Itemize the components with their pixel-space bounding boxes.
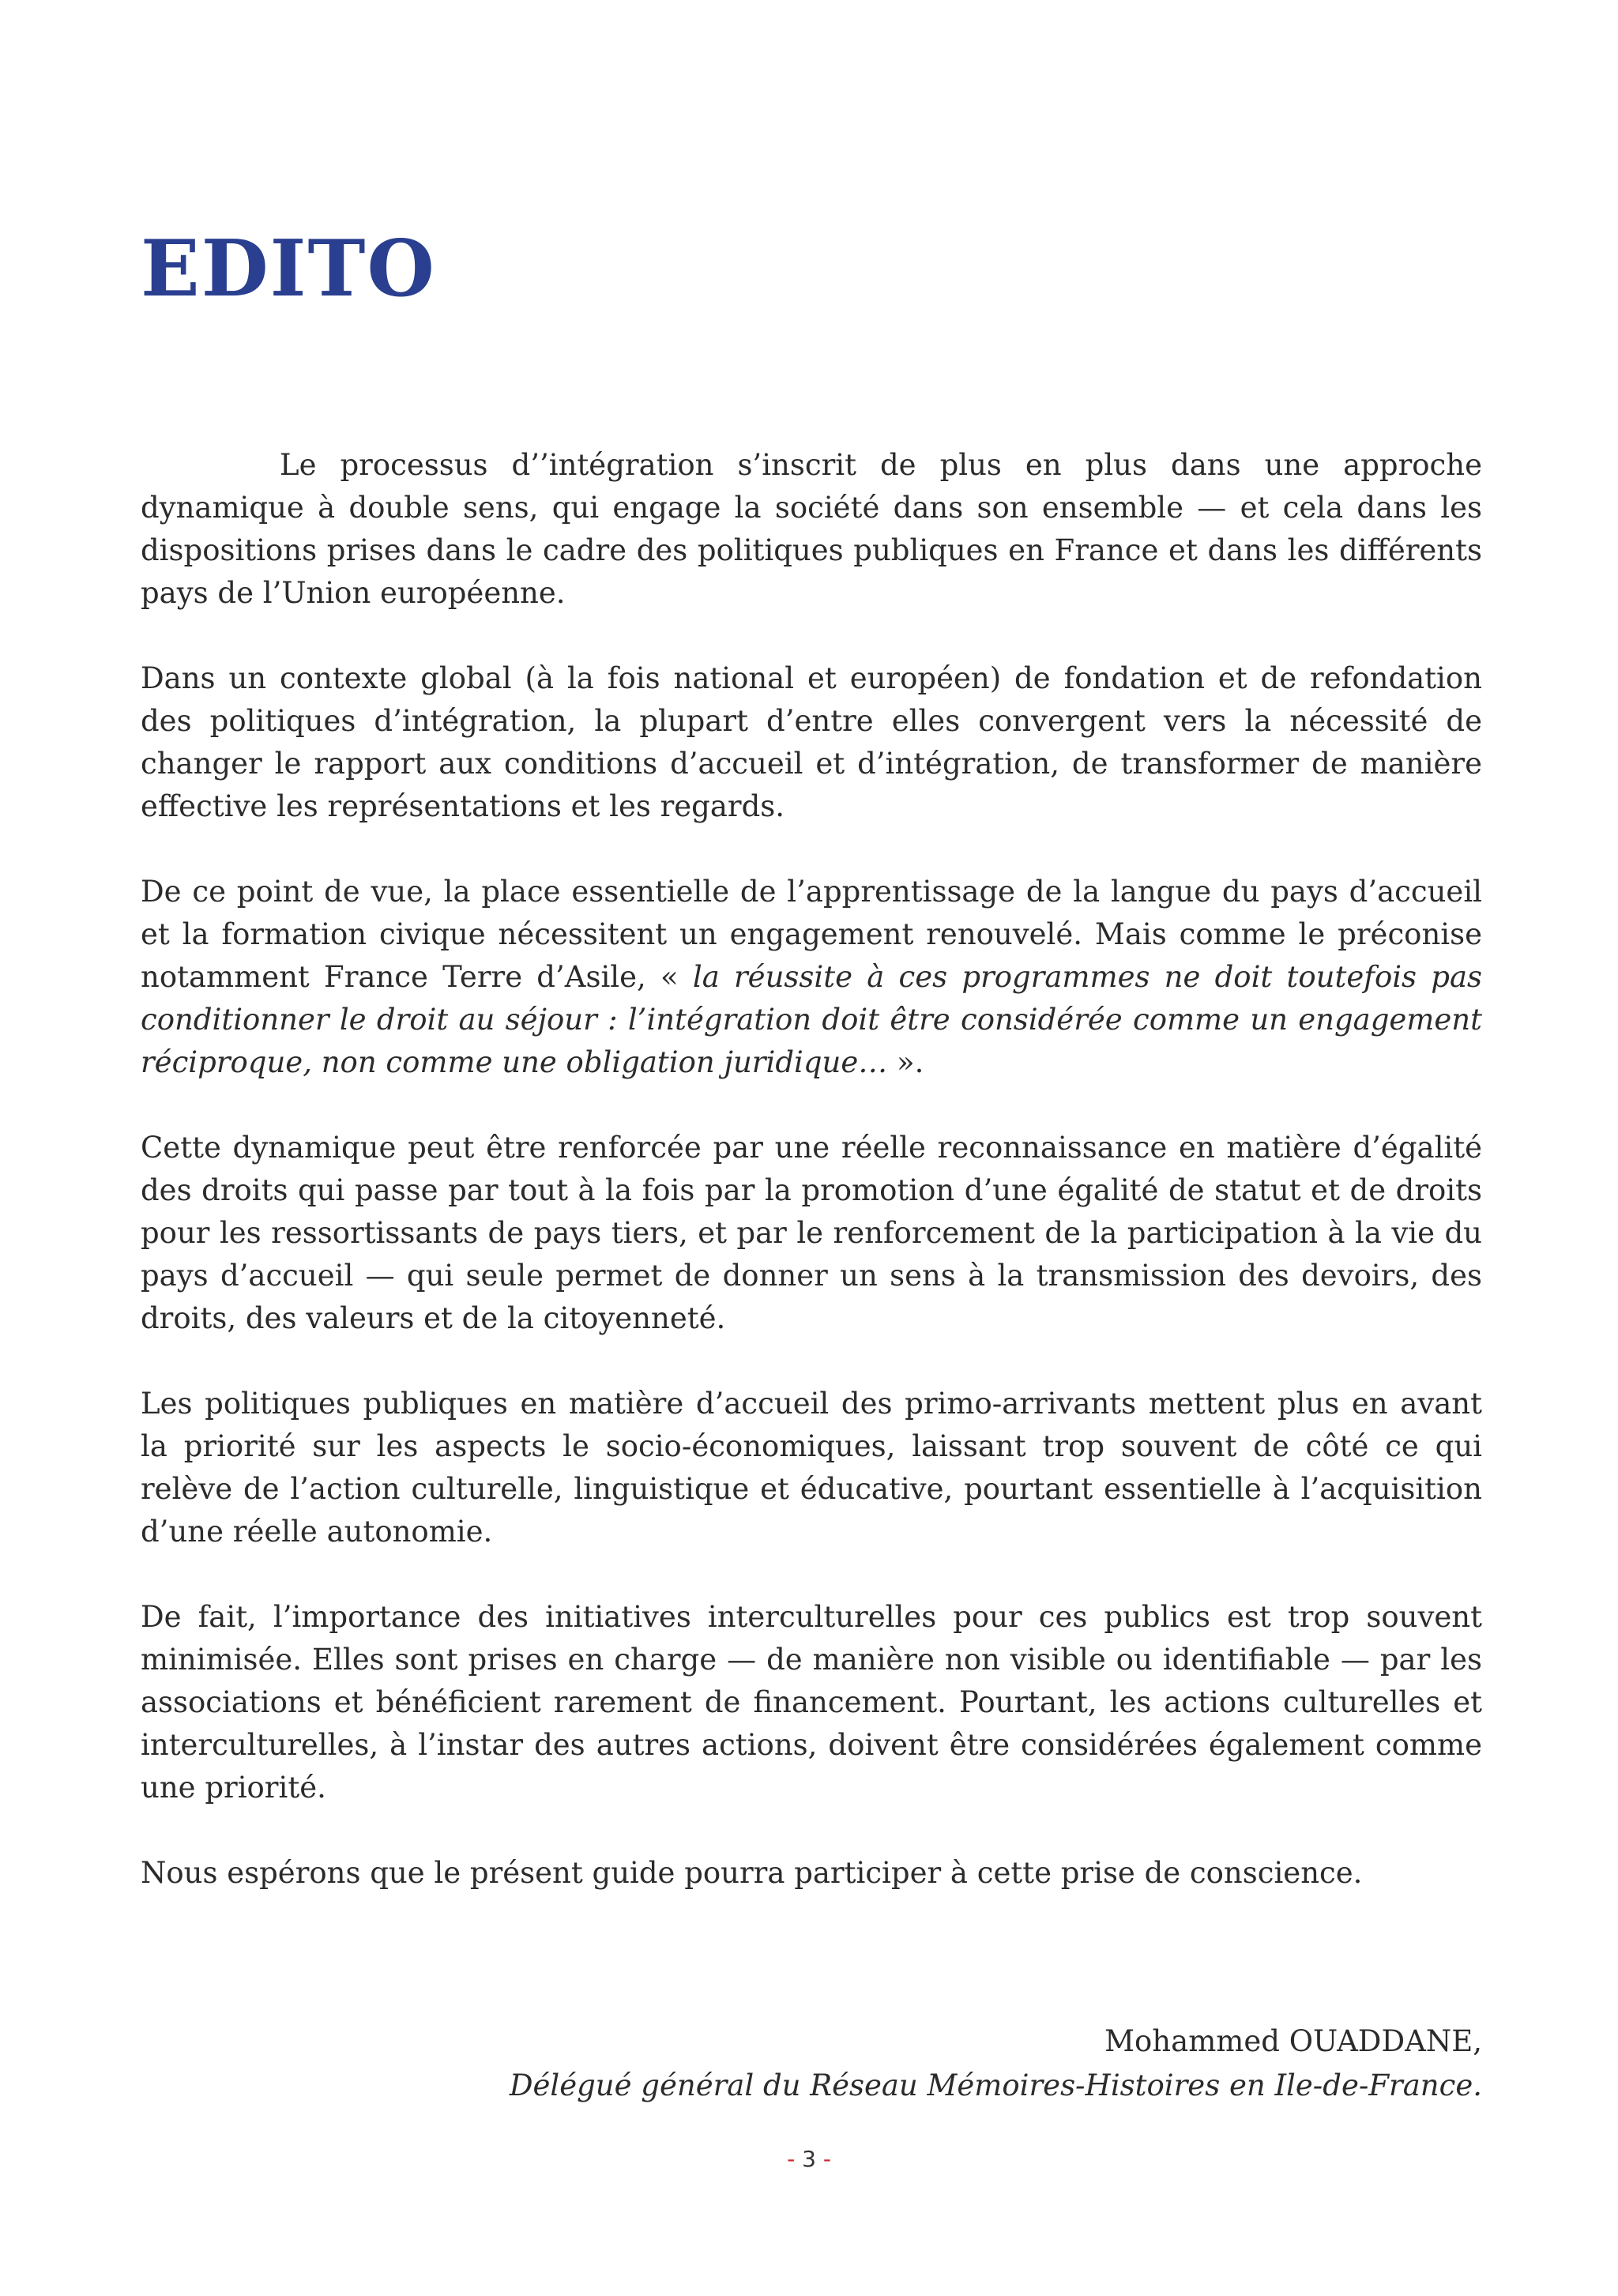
page-number-value: 3 (802, 2146, 816, 2172)
signature-name: Mohammed OUADDANE, (1104, 2024, 1482, 2058)
signature-block (510, 2019, 1482, 2108)
paragraph-1: Le processus d’’intégration s’inscrit de plus en plus dans une approche dynamique à double sens, qui engage la société dans son ensemble — et cela dans les dispositions prises dans le cadre des politiques publiques en France et dans les différents pays de l’Union européenne. (141, 448, 1482, 610)
page-number (0, 2146, 1618, 2172)
page-number-dash-left: - (787, 2146, 796, 2172)
editorial-body (141, 444, 1482, 1895)
page-title: EDITO (141, 224, 436, 314)
paragraph-7: Nous espérons que le présent guide pourra participer à cette prise de conscience. (141, 1856, 1363, 1890)
paragraph-5: Les politiques publiques en matière d’accueil des primo-arrivants mettent plus en avant la priorité sur les aspects le socio-économiques, laissant trop souvent de côté ce qui relève de l’action culturelle, linguistique et éducative, pourtant essentielle à l’acquisition d’une réelle autonomie. (141, 1387, 1482, 1549)
paragraph-3 (141, 871, 1482, 1084)
paragraph-3-quote: la réussite à ces programmes ne doit toutefois pas conditionner le droit au séjour : l’intégration doit être considérée comme un engagement réciproque, non comme une obligation juridique… (141, 960, 1482, 1079)
paragraph-3-intro: De ce point de vue, la place essentielle de l’apprentissage de la langue du pays d’accueil et la formation civique nécessitent un engagement renouvelé. Mais comme le préconise notamment France Terre d’Asile, « (141, 875, 1482, 994)
paragraph-2: Dans un contexte global (à la fois national et européen) de fondation et de refondation des politiques d’intégration, la plupart d’entre elles convergent vers la nécessité de changer le rapport aux conditions d’accueil et d’intégration, de transformer de manière effective les représentations et les regards. (141, 661, 1482, 823)
paragraph-4: Cette dynamique peut être renforcée par une réelle reconnaissance en matière d’égalité des droits qui passe par tout à la fois par la promotion d’une égalité de statut et de droits pour les ressortissants de pays tiers, et par le renforcement de la participation à la vie du pays d’accueil — qui seule permet de donner un sens à la transmission des devoirs, des droits, des valeurs et de la citoyenneté. (141, 1131, 1482, 1335)
signature-role: Délégué général du Réseau Mémoires-Histoires en Ile-de-France. (509, 2068, 1482, 2102)
paragraph-6: De fait, l’importance des initiatives interculturelles pour ces publics est trop souvent minimisée. Elles sont prises en charge — de manière non visible ou identifiable — par les associations et bénéficient rarement de financement. Pourtant, les actions culturelles et interculturelles, à l’instar des autres actions, doivent être considérées également comme une priorité. (141, 1600, 1482, 1805)
paragraph-3-close: ». (887, 1045, 924, 1079)
page-number-dash-right: - (822, 2146, 831, 2172)
